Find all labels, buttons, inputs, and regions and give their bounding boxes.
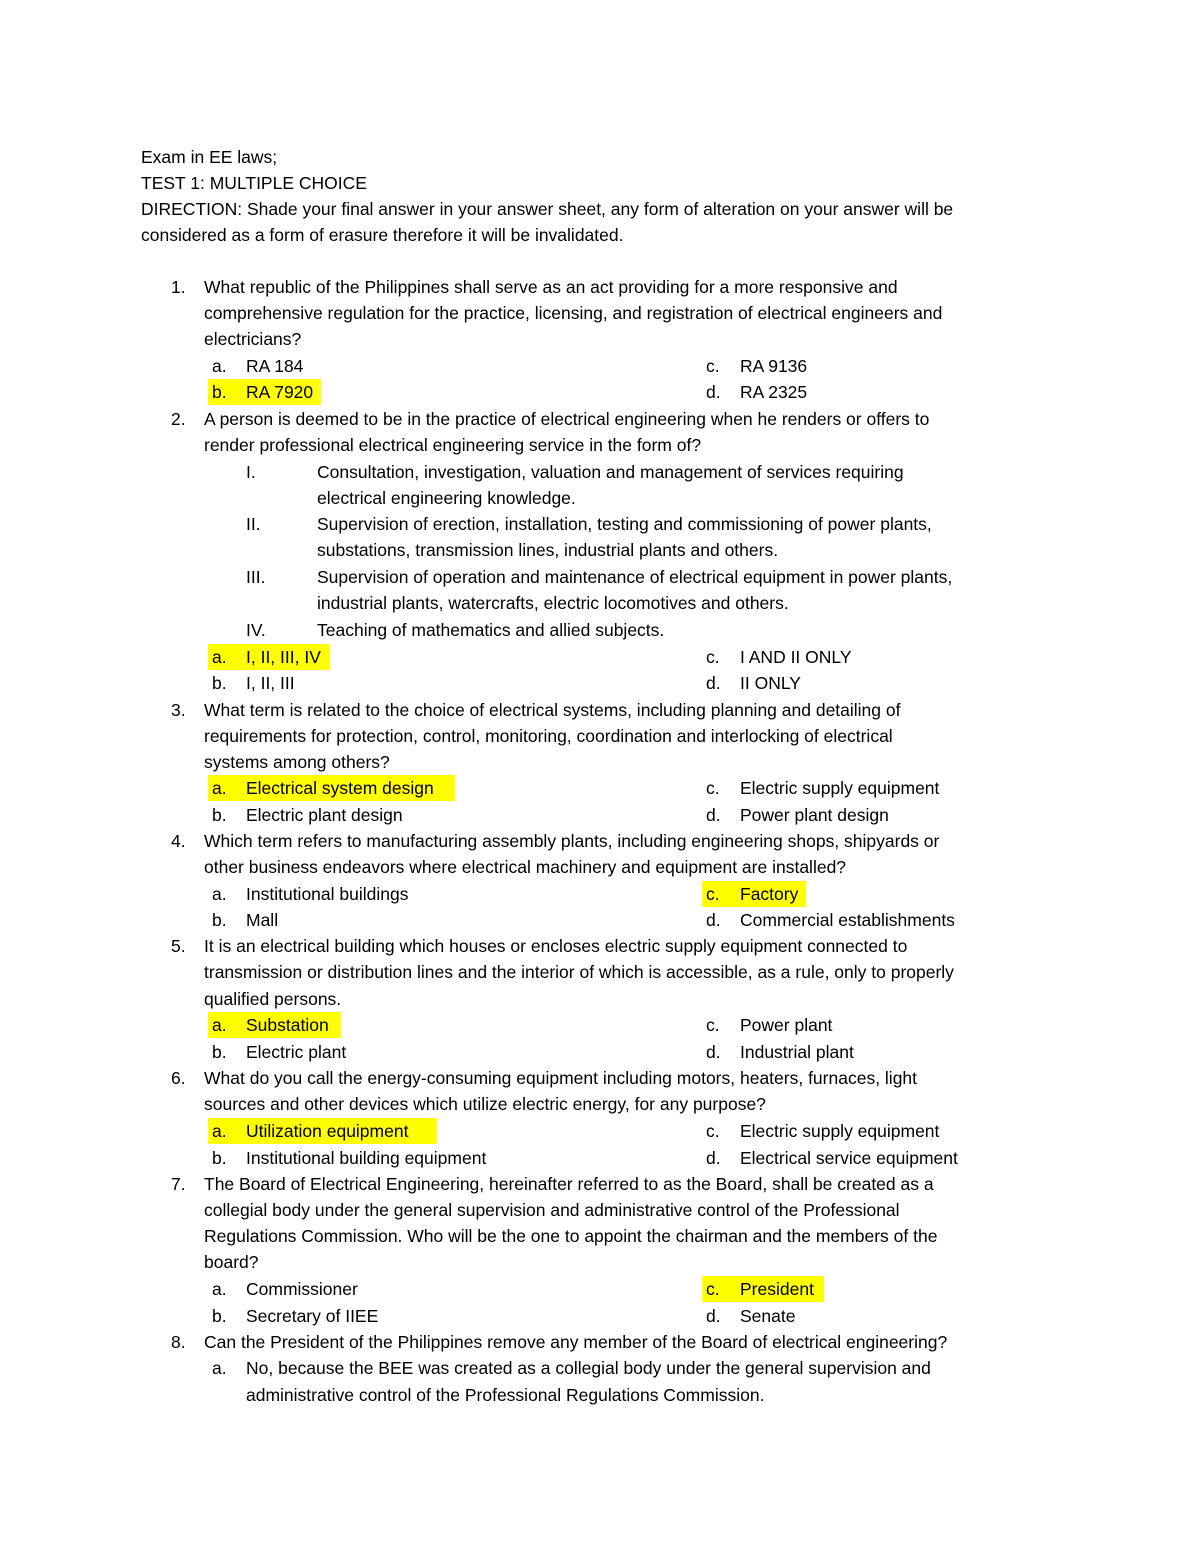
option-letter: c. — [706, 1279, 720, 1299]
question-text: What republic of the Philippines shall serve as an act providing for a more responsive and — [204, 277, 898, 297]
question-text: board? — [204, 1252, 259, 1272]
roman-numeral: III. — [246, 567, 266, 587]
option-letter: d. — [706, 910, 721, 930]
option-text: Electric supply equipment — [740, 778, 940, 798]
option-text: administrative control of the Professional Regulations Commission. — [246, 1385, 765, 1405]
option-text: Electric plant — [246, 1042, 347, 1062]
item-text: Consultation, investigation, valuation and management of services requiring — [317, 462, 904, 482]
question-text: What term is related to the choice of electrical systems, including planning and detailing of — [204, 700, 901, 720]
option-text: Institutional buildings — [246, 884, 409, 904]
roman-numeral: II. — [246, 514, 261, 534]
option-letter: b. — [212, 1306, 227, 1326]
option-text-correct: Electrical system design — [246, 778, 434, 798]
question-number: 4. — [171, 831, 186, 851]
option-text-correct: Utilization equipment — [246, 1121, 409, 1141]
question-text: A person is deemed to be in the practice of electrical engineering when he renders or offers to — [204, 409, 930, 429]
exam-title: Exam in EE laws; — [141, 147, 278, 167]
question-number: 8. — [171, 1332, 186, 1352]
question-text: render professional electrical engineering service in the form of? — [204, 435, 702, 455]
item-text: substations, transmission lines, industrial plants and others. — [317, 540, 779, 560]
option-text: Senate — [740, 1306, 796, 1326]
item-text: industrial plants, watercrafts, electric locomotives and others. — [317, 593, 789, 613]
option-letter: d. — [706, 1042, 721, 1062]
option-text: RA 9136 — [740, 356, 808, 376]
option-text: Commissioner — [246, 1279, 358, 1299]
option-letter: a. — [212, 884, 227, 904]
item-text: Teaching of mathematics and allied subjects. — [317, 620, 665, 640]
option-text: Power plant — [740, 1015, 833, 1035]
option-text: Electrical service equipment — [740, 1148, 958, 1168]
question-text: Regulations Commission. Who will be the one to appoint the chairman and the members of the — [204, 1226, 938, 1246]
question-text: requirements for protection, control, monitoring, coordination and interlocking of electrical — [204, 726, 893, 746]
option-text: RA 2325 — [740, 382, 808, 402]
question-text: sources and other devices which utilize electric energy, for any purpose? — [204, 1094, 766, 1114]
option-text: Electric plant design — [246, 805, 403, 825]
question-text: systems among others? — [204, 752, 390, 772]
option-letter: d. — [706, 1306, 721, 1326]
option-text: Commercial establishments — [740, 910, 955, 930]
option-text-correct: I, II, III, IV — [246, 647, 321, 667]
question-text: comprehensive regulation for the practice, licensing, and registration of electrical engineers and — [204, 303, 943, 323]
option-letter: a. — [212, 778, 227, 798]
option-letter: a. — [212, 1015, 227, 1035]
question-number: 5. — [171, 936, 186, 956]
option-text-correct: President — [740, 1279, 814, 1299]
option-text: Institutional building equipment — [246, 1148, 487, 1168]
question-number: 1. — [171, 277, 186, 297]
item-text: Supervision of erection, installation, testing and commissioning of power plants, — [317, 514, 932, 534]
option-letter: a. — [212, 647, 227, 667]
question-number: 3. — [171, 700, 186, 720]
question-text: electricians? — [204, 329, 302, 349]
option-letter: a. — [212, 1358, 227, 1378]
option-letter: b. — [212, 910, 227, 930]
question-text: collegial body under the general supervision and administrative control of the Professional — [204, 1200, 900, 1220]
option-text-correct: RA 7920 — [246, 382, 314, 402]
option-text: RA 184 — [246, 356, 304, 376]
option-letter: c. — [706, 1015, 720, 1035]
option-letter: c. — [706, 647, 720, 667]
option-text-correct: Substation — [246, 1015, 329, 1035]
option-letter: c. — [706, 884, 720, 904]
question-number: 2. — [171, 409, 186, 429]
option-letter: a. — [212, 356, 227, 376]
option-text: No, because the BEE was created as a collegial body under the general supervision and — [246, 1358, 931, 1378]
option-letter: a. — [212, 1121, 227, 1141]
roman-numeral: IV. — [246, 620, 266, 640]
question-text: It is an electrical building which houses or encloses electric supply equipment connected to — [204, 936, 908, 956]
option-text: Power plant design — [740, 805, 889, 825]
option-letter: b. — [212, 1042, 227, 1062]
option-text: II ONLY — [740, 673, 801, 693]
option-letter: d. — [706, 382, 721, 402]
direction-line-2: considered as a form of erasure therefore it will be invalidated. — [141, 225, 624, 245]
option-letter: b. — [212, 1148, 227, 1168]
option-text: I, II, III — [246, 673, 295, 693]
question-text: Can the President of the Philippines remove any member of the Board of electrical engineering? — [204, 1332, 948, 1352]
question-number: 6. — [171, 1068, 186, 1088]
question-number: 7. — [171, 1174, 186, 1194]
option-letter: a. — [212, 1279, 227, 1299]
direction-line-1: DIRECTION: Shade your final answer in your answer sheet, any form of alteration on your answer will be — [141, 199, 954, 219]
option-text-correct: Factory — [740, 884, 799, 904]
question-text: What do you call the energy-consuming equipment including motors, heaters, furnaces, light — [204, 1068, 918, 1088]
question-text: qualified persons. — [204, 989, 342, 1009]
option-text: Secretary of IIEE — [246, 1306, 379, 1326]
item-text: Supervision of operation and maintenance of electrical equipment in power plants, — [317, 567, 953, 587]
option-letter: b. — [212, 673, 227, 693]
option-text: Industrial plant — [740, 1042, 854, 1062]
option-letter: c. — [706, 778, 720, 798]
question-text: transmission or distribution lines and the interior of which is accessible, as a rule, only to properly — [204, 962, 954, 982]
item-text: electrical engineering knowledge. — [317, 488, 576, 508]
option-letter: b. — [212, 382, 227, 402]
option-letter: d. — [706, 1148, 721, 1168]
test-heading: TEST 1: MULTIPLE CHOICE — [141, 173, 367, 193]
option-letter: d. — [706, 673, 721, 693]
option-letter: d. — [706, 805, 721, 825]
question-text: other business endeavors where electrical machinery and equipment are installed? — [204, 857, 847, 877]
question-text: The Board of Electrical Engineering, hereinafter referred to as the Board, shall be created as a — [204, 1174, 934, 1194]
roman-numeral: I. — [246, 462, 256, 482]
option-text: Electric supply equipment — [740, 1121, 940, 1141]
option-letter: c. — [706, 1121, 720, 1141]
option-letter: b. — [212, 805, 227, 825]
question-text: Which term refers to manufacturing assembly plants, including engineering shops, shipyards or — [204, 831, 940, 851]
option-text: Mall — [246, 910, 279, 930]
option-letter: c. — [706, 356, 720, 376]
option-text: I AND II ONLY — [740, 647, 852, 667]
